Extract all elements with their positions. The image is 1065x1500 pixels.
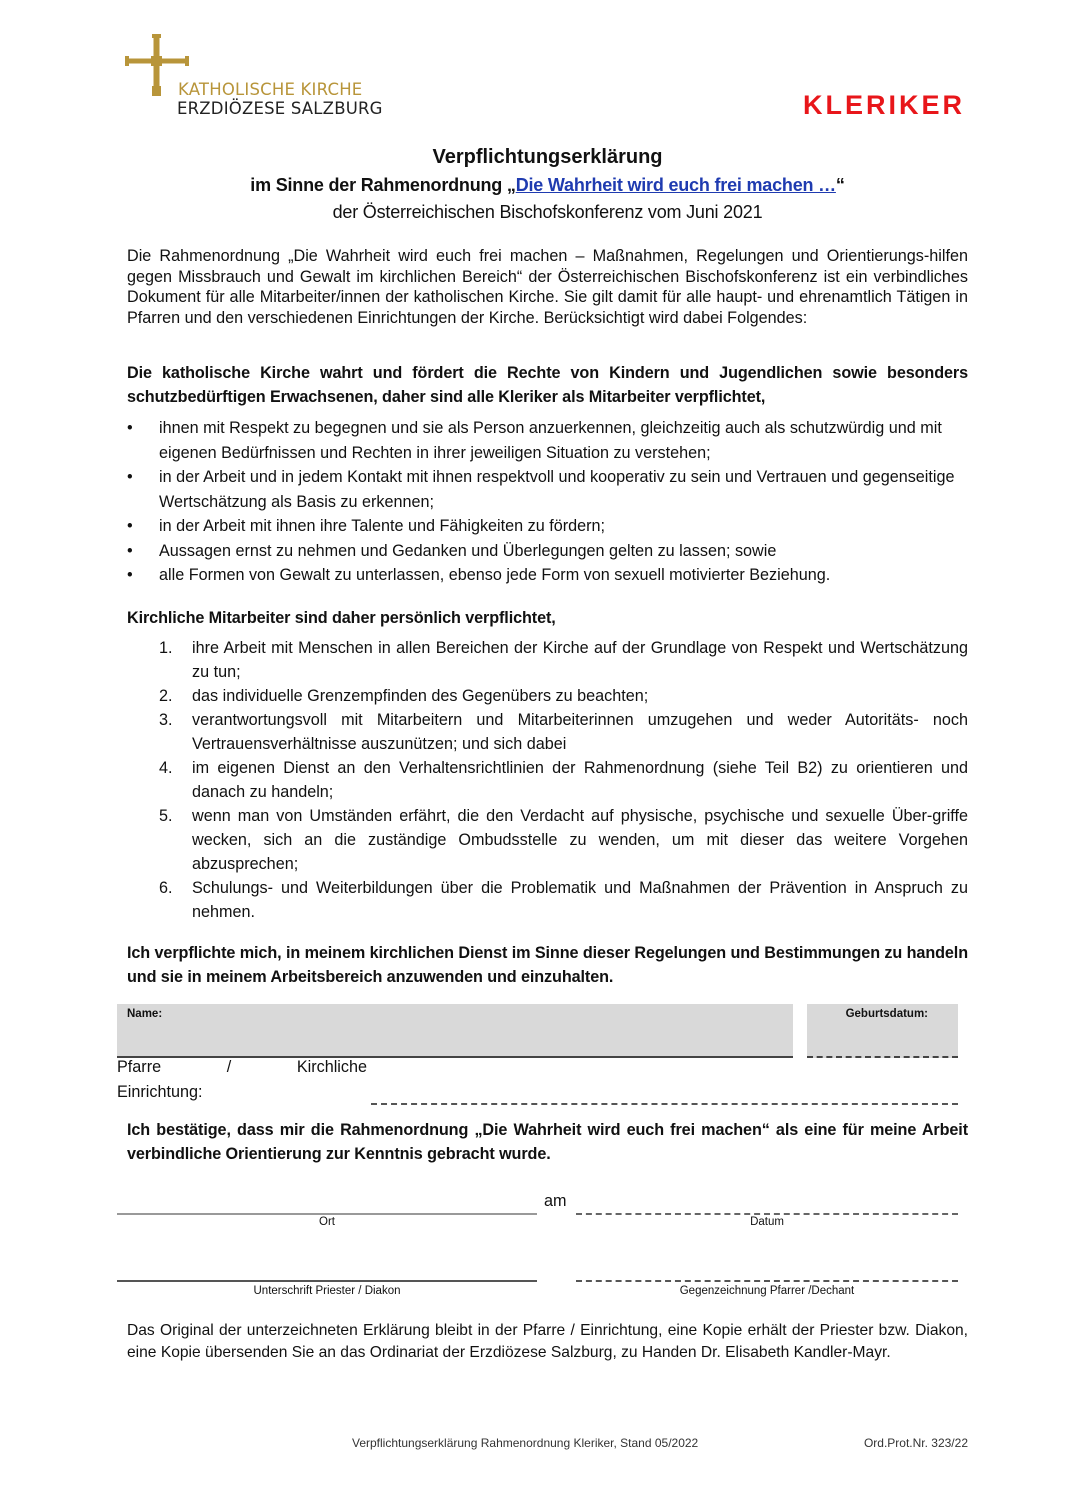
list-item: 2. das individuelle Grenzempfinden des Gegenübers zu beachten;	[159, 687, 649, 705]
am-label: am	[544, 1192, 567, 1210]
logo-text-erzdioezese: ERZDIÖZESE SALZBURG	[177, 99, 383, 118]
section2-heading: Kirchliche Mitarbeiter sind daher persönlich verpflichtet,	[127, 609, 556, 627]
list-item: 5. wenn man von Umständen erfährt, die den Verdacht auf physische, psychische und sexuelle Über-griffe wecken, sich an die zuständige Ombudsstelle zu wenden, um mit dieser das weitere Vorgehen abzusprechen;	[159, 807, 968, 873]
commitment-statement: Ich verpflichte mich, in meinem kirchlichen Dienst im Sinne dieser Regelungen und Bestimmungen zu handeln und sie in meinem Arbeitsbereich anzuwenden und einzuhalten.	[127, 944, 968, 986]
bullet-icon: •	[127, 517, 133, 535]
countersignature-field[interactable]	[576, 1280, 958, 1282]
list-item: • in der Arbeit mit ihnen ihre Talente und Fähigkeiten zu fördern;	[127, 514, 975, 539]
section1-heading: Die katholische Kirche wahrt und fördert die Rechte von Kindern und Jugendlichen sowie besonders schutzbedürftigen Erwachsenen, daher sind alle Kleriker als Mitarbeiter verpflichtet,	[127, 364, 968, 406]
footer-protocol-number: Ord.Prot.Nr. 323/22	[863, 1436, 968, 1450]
bullet-icon: •	[127, 541, 133, 560]
birthdate-field[interactable]	[807, 1004, 958, 1058]
section1-bullet-list	[127, 416, 975, 588]
logo-text-katholische-kirche: KATHOLISCHE KIRCHE	[178, 80, 363, 99]
document-subtitle-2: der Österreichischen Bischofskonferenz vom Juni 2021	[332, 202, 763, 222]
birthdate-label: Geburtsdatum:	[845, 1008, 928, 1020]
datum-field[interactable]	[576, 1213, 958, 1215]
subtitle-prefix: im Sinne der Rahmenordnung „	[250, 175, 516, 195]
section2-numbered-list	[159, 636, 968, 924]
list-item: • alle Formen von Gewalt zu unterlassen, ebenso jede Form von sexuell motivierter Beziehung.	[127, 563, 975, 588]
bullet-icon: •	[127, 468, 133, 486]
name-field[interactable]	[117, 1004, 793, 1058]
name-label: Name:	[127, 1008, 163, 1020]
ort-field[interactable]	[117, 1213, 537, 1215]
countersignature-caption: Gegenzeichnung Pfarrer /Dechant	[679, 1285, 855, 1297]
list-item: 6. Schulungs- und Weiterbildungen über die Problematik und Maßnahmen der Prävention in Anspruch zu nehmen.	[159, 879, 968, 921]
document-title: Verpflichtungserklärung	[432, 146, 663, 168]
document-subtitle	[0, 175, 1065, 196]
list-item: 4. im eigenen Dienst an den Verhaltensrichtlinien der Rahmenordnung (siehe Teil B2) zu orientieren und danach zu handeln;	[159, 759, 968, 801]
closing-paragraph: Das Original der unterzeichneten Erklärung bleibt in der Pfarre / Einrichtung, eine Kopie erhält der Priester bzw. Diakon, eine Kopie übersenden Sie an das Ordinariat der Erzdiözese Salzburg, zu Handen Dr. Elisabeth Kandler-Mayr.	[127, 1322, 968, 1361]
signature-field[interactable]	[117, 1280, 537, 1282]
intro-paragraph: Die Rahmenordnung „Die Wahrheit wird euch frei machen – Maßnahmen, Regelungen und Orientierungs-hilfen gegen Missbrauch und Gewalt im kirchlichen Bereich“ der Österreichischen Bischofskonferenz ist ein verbindliches Dokument für alle Mitarbeiter/innen der katholischen Kirche. Sie gilt damit für alle haupt- und ehrenamtlich Tätigen in Pfarren und den verschiedenen Einrichtungen der Kirche. Berücksichtigt wird dabei Folgendes:	[127, 247, 968, 327]
subtitle-suffix: “	[835, 175, 845, 195]
signature-caption: Unterschrift Priester / Diakon	[253, 1285, 401, 1297]
pfarre-label-line2: Einrichtung:	[117, 1083, 203, 1101]
datum-caption: Datum	[750, 1216, 784, 1228]
kleriker-badge: KLERIKER	[802, 90, 965, 120]
pfarre-label-line1: Pfarre / Kirchliche	[117, 1058, 367, 1076]
ort-caption: Ort	[319, 1216, 335, 1228]
rahmenordnung-link[interactable]: Die Wahrheit wird euch frei machen …	[515, 175, 836, 195]
bullet-icon: •	[127, 566, 133, 584]
list-item: • ihnen mit Respekt zu begegnen und sie als Person anzuerkennen, gleichzeitig auch als schutzwürdig und mit eigenen Bedürfnissen und Rechten in ihrer jeweiligen Situation zu verstehen;	[127, 416, 975, 465]
footer-document-info: Verpflichtungserklärung Rahmenordnung Kleriker, Stand 05/2022	[352, 1436, 699, 1450]
list-item: 3. verantwortungsvoll mit Mitarbeitern und Mitarbeiterinnen umzugehen und weder Autoritäts- noch Vertrauensverhältnisse auszunützen; und sich dabei	[159, 711, 968, 753]
bullet-icon: •	[127, 419, 133, 437]
pfarre-einrichtung-field[interactable]	[371, 1103, 958, 1105]
confirmation-statement: Ich bestätige, dass mir die Rahmenordnung „Die Wahrheit wird euch frei machen“ als eine für meine Arbeit verbindliche Orientierung zur Kenntnis gebracht wurde.	[127, 1121, 968, 1163]
list-item: 1. ihre Arbeit mit Menschen in allen Bereichen der Kirche auf der Grundlage von Respekt und Wertschätzung zu tun;	[159, 639, 968, 681]
list-item: • in der Arbeit und in jedem Kontakt mit ihnen respektvoll und kooperativ zu sein und Vertrauen und gegenseitige Wertschätzung als Basis zu erkennen;	[127, 465, 975, 514]
list-item: • Aussagen ernst zu nehmen und Gedanken und Überlegungen gelten zu lassen; sowie	[127, 539, 975, 564]
